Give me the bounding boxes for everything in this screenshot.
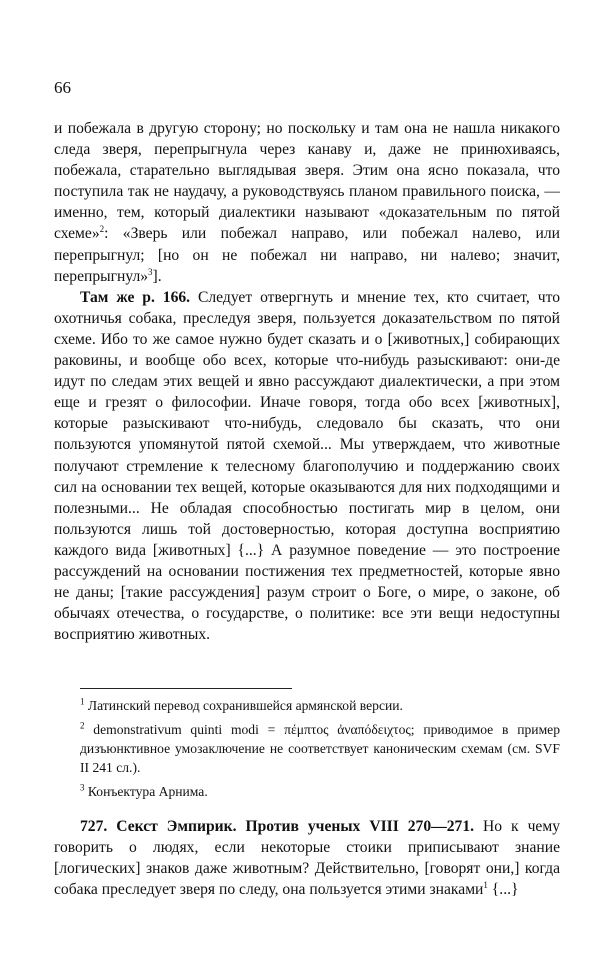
section-heading: 727. Секст Эмпирик. Против ученых VIII 270—271. — [80, 818, 475, 835]
footnote — [80, 696, 560, 715]
section-text: Но к чему говорить о людях, если некоторые стоики приписывают знание [логических] знаков даже животным? Действительно, [говорят они,] когда собака преследует зверя по следу, она пользуется этими знаками — [54, 818, 560, 899]
footnote-mark: 2 — [99, 224, 105, 235]
footnote — [80, 720, 560, 777]
section-text-end: {...} — [487, 881, 519, 899]
footnote — [80, 782, 560, 801]
footnote-text: demonstrativum quinti modi = πέμπτος ἀναπόδειχτος; приводимое в пример дизъюнктивное умозаключение не соответствует каноническим схемам (см. SVF II 241 сл.). — [80, 722, 560, 775]
footnote-mark: 1 — [483, 880, 488, 891]
footnote-number: 3 — [80, 782, 85, 793]
continuation-text-end: ]. — [152, 267, 162, 285]
footnote-number: 2 — [80, 720, 85, 731]
footnote-text: Латинский перевод сохранившейся армянской версии. — [84, 698, 403, 713]
footnotes — [80, 696, 560, 801]
main-text — [54, 118, 560, 645]
footnote-number: 1 — [80, 696, 85, 707]
footnote-divider — [80, 688, 292, 689]
footnote-mark: 3 — [148, 266, 153, 277]
footnote-text: Конъектура Арнима. — [84, 784, 208, 799]
paragraph-ibid — [54, 287, 560, 646]
page-number: 66 — [54, 78, 71, 97]
section-727 — [54, 816, 560, 900]
continuation-text-2: : «Зверь или побежал направо, или побежал налево, или перепрыгнул; [но он не побежал ни направо, ни налево; значит, перепрыгнул» — [54, 225, 560, 285]
continuation-paragraph — [54, 118, 560, 287]
citation-reference: Там же р. 166. — [80, 288, 191, 306]
paragraph-text: Следует отвергнуть и мнение тех, кто считает, что охотничья собака, преследуя зверя, пользуется доказательством по пятой схеме. Ибо то же самое нужно будет сказать и о [животных,] собирающих раковины, и вообще обо всех, которые что-нибудь разыскивают: они-де идут по следам этих вещей и явно рассуждают диалектически, а при этом еще и грезят о философии. Иначе говоря, тогда обо всех [животных], которые разыскивают что-нибудь, следовало бы сказать, что они пользуются упомянутой пятой схемой... Мы утверждаем, что животные получают стремление к телесному благополучию и поддержанию своих сил на основании тех вещей, которые оказываются для них подходящими и полезными... Не обладая способностью постигать мир в целом, они пользуются лишь той достоверностью, которая доступна восприятию каждого вида [животных] {...} А разумное поведение — это построение рассуждений на основании постижения тех предметностей, которые явно не даны; [такие рассуждения] разум строит о Боге, о мире, о законе, об обычаях отечества, о государстве, о политике: все эти вещи недоступны восприятию животных. — [54, 288, 560, 644]
section-paragraph — [54, 816, 560, 900]
continuation-text: и побежала в другую сторону; но поскольку и там она не нашла никакого следа зверя, перепрыгнула через канаву и, даже не принюхиваясь, побежала, старательно выглядывая зверя. Этим она ясно показала, что поступила так не наудачу, а руководствуясь планом правильного поиска, — именно, тем, который диалектики называют «доказательным по пятой схеме» — [54, 120, 560, 243]
